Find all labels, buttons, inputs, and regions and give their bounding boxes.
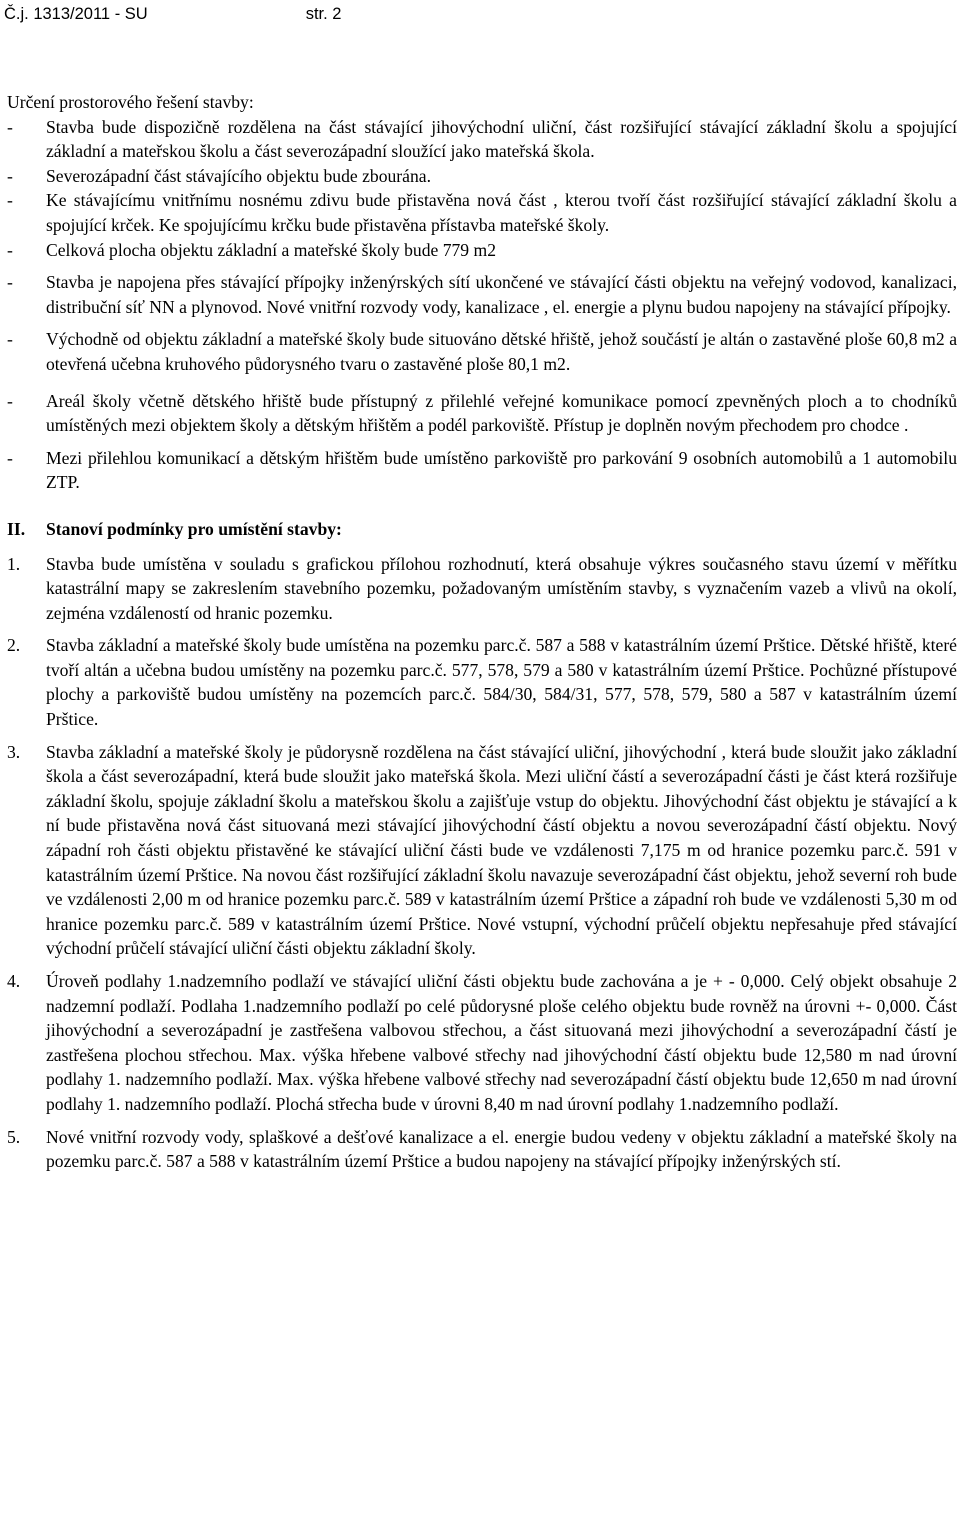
list-item bbox=[7, 115, 957, 164]
numbered-item bbox=[7, 740, 957, 961]
page-number: str. 2 bbox=[305, 5, 342, 23]
dash-marker: - bbox=[7, 116, 13, 137]
item-number: 4. bbox=[7, 971, 21, 991]
reference-number: Č.j. 1313/2011 - SU bbox=[4, 5, 148, 23]
item-number: 3. bbox=[7, 741, 21, 762]
numbered-item-text: Stavba základní a mateřské školy je půdorysně rozdělena na část stávající uliční, jihovýchodní , která bude sloužit jako základní škola a část severozápadní, která bude sloužit jako mateřská škola. Mezi uliční částí a severozápadní části je část která rozšiřuje základní školu, spojuje základní školu a mateřskou školu a zajišťuje vstup do objektu. Jihovýchodní část objektu je stávající a k ní bude přistavěna nová část situovaná mezi stávající jihovýchodní částí objektu a novou severozápadní částí objektu. Nový západní roh části objektu přistavěné ke stávající uliční části bude ve vzdálenosti 7,175 m od hranice pozemku parc.č. 591 v katastrálním území Prštice. Na novou část rozšiřující základní školu navazuje severozápadní část objektu, jehož severní roh bude ve vzdálenosti 2,00 m od hranice pozemku parc.č. 589 v katastrálním území Prštice a západní roh bude ve vzdálenosti 5,30 m od hranice pozemku parc.č. 589 v katastrálním území Prštice. Nové vstupní, východní průčelí objektu nepřesahuje před stávající východní průčelí stávající uliční části objektu základní školy. bbox=[46, 741, 957, 959]
section-heading-text: Stanoví podmínky pro umístění stavby: bbox=[46, 518, 342, 539]
dash-marker: - bbox=[7, 165, 13, 186]
section-title: Určení prostorového řešení stavby: bbox=[7, 92, 254, 112]
dash-marker: - bbox=[7, 447, 13, 468]
numbered-item bbox=[7, 1125, 957, 1174]
numbered-item bbox=[7, 552, 957, 626]
section-numeral: II. bbox=[7, 518, 26, 539]
dash-marker: - bbox=[7, 190, 13, 211]
document-body bbox=[7, 90, 957, 1174]
list-item bbox=[7, 389, 957, 438]
list-item bbox=[7, 446, 957, 495]
numbered-item-text: Nové vnitřní rozvody vody, splaškové a dešťové kanalizace a el. energie budou vedeny v objektu základní a mateřské školy na pozemku parc.č. 587 a 588 v katastrálním území Prštice a budou napojeny na stávající přípojky inženýrských stí. bbox=[46, 1126, 957, 1172]
page-header bbox=[4, 4, 341, 24]
item-number: 5. bbox=[7, 1126, 21, 1147]
list-item-text: Severozápadní část stávajícího objektu bude zbourána. bbox=[46, 165, 431, 186]
list-item-text: Mezi přilehlou komunikací a dětským hřištěm bude umístěno parkoviště pro parkování 9 osobních automobilů a 1 automobilu ZTP. bbox=[46, 447, 957, 493]
numbered-item-text: Úroveň podlahy 1.nadzemního podlaží ve stávající uliční části objektu bude zachována a je + - 0,000. Celý objekt obsahuje 2 nadzemní podlaží. Podlaha 1.nadzemního podlaží po celé půdorysné ploše celého objektu bude rovněž na úrovni +- 0,000. Část jihovýchodní a severozápadní je zastřešena valbovou střechou, a část situovaná mezi jihovýchodní a severozápadní částí je zastřešena plochou střechou. Max. výška hřebene valbové střechy nad jihovýchodní částí objektu bude 12,580 m nad úrovní podlahy 1. nadzemního podlaží. Max. výška hřebene valbové střechy nad severozápadní částí objektu bude 12,650 m nad úrovní podlahy 1. nadzemního podlaží. Plochá střecha bude v úrovni 8,40 m nad úrovní podlahy 1.nadzemního podlaží. bbox=[46, 971, 957, 1114]
list-item-text: Ke stávajícímu vnitřnímu nosnému zdivu bude přistavěna nová část , kterou tvoří část rozšiřující stávající základní školu a spojující krček. Ke spojujícímu krčku bude přistavěna přístavba mateřské školy. bbox=[46, 190, 957, 235]
list-item-text: Celková plocha objektu základní a mateřské školy bude 779 m2 bbox=[46, 239, 496, 260]
list-item-text: Stavba bude dispozičně rozdělena na část stávající jihovýchodní uliční, část rozšiřující stávající základní školu a spojující základní a mateřskou školu a část severozápadní sloužící jako mateřská škola. bbox=[46, 116, 957, 162]
numbered-item bbox=[7, 969, 957, 1117]
dash-marker: - bbox=[7, 390, 13, 411]
list-item bbox=[7, 327, 957, 376]
list-item-text: Východně od objektu základní a mateřské školy bude situováno dětské hřiště, jehož součástí je altán o zastavěné ploše 60,8 m2 a otevřená učebna kruhového půdorysného tvaru o zastavěné ploše 80,1 m2. bbox=[46, 329, 957, 374]
list-item bbox=[7, 188, 957, 237]
list-item-text: Stavba je napojena přes stávající přípojky inženýrských sítí ukončené ve stávající části objektu na veřejný vodovod, kanalizaci, distribuční síť NN a plynovod. Nové vnitřní rozvody vody, kanalizace , el. energie a plynu budou napojeny na stávající přípojky. bbox=[46, 272, 957, 317]
list-item bbox=[7, 270, 957, 319]
list-item bbox=[7, 164, 957, 189]
dash-marker: - bbox=[7, 329, 13, 350]
item-number: 2. bbox=[7, 635, 21, 656]
numbered-item-text: Stavba základní a mateřské školy bude umístěna na pozemku parc.č. 587 a 588 v katastrálním území Prštice. Dětské hřiště, které tvoří altán a učebna budou umístěny na pozemku parc.č. 577, 578, 579 a 580 v katastrálním území Prštice. Pochůzné přístupové plochy a parkoviště budou umístěny na pozemcích parc.č. 584/30, 584/31, 577, 578, 579, 580 a 587 v katastrálním území Prštice. bbox=[46, 635, 957, 730]
item-number: 1. bbox=[7, 553, 21, 574]
section-heading bbox=[7, 517, 957, 542]
list-item-text: Areál školy včetně dětského hřiště bude přístupný z přilehlé veřejné komunikace pomocí zpevněných ploch a to chodníků umístěných mezi objektem školy a dětským hřištěm a podél parkoviště. Přístup je doplněn novým přechodem pro chodce . bbox=[46, 390, 957, 436]
dash-marker: - bbox=[7, 272, 13, 293]
numbered-item bbox=[7, 633, 957, 731]
dash-marker: - bbox=[7, 239, 13, 260]
numbered-item-text: Stavba bude umístěna v souladu s grafickou přílohou rozhodnutí, která obsahuje výkres současného stavu území v měřítku katastrální mapy se zakreslením stavebního pozemku, požadovaným umístěním stavby, s vyznačením vazeb a vlivů na okolí, zejména vzdáleností od hranic pozemku. bbox=[46, 553, 957, 623]
list-item bbox=[7, 238, 957, 263]
